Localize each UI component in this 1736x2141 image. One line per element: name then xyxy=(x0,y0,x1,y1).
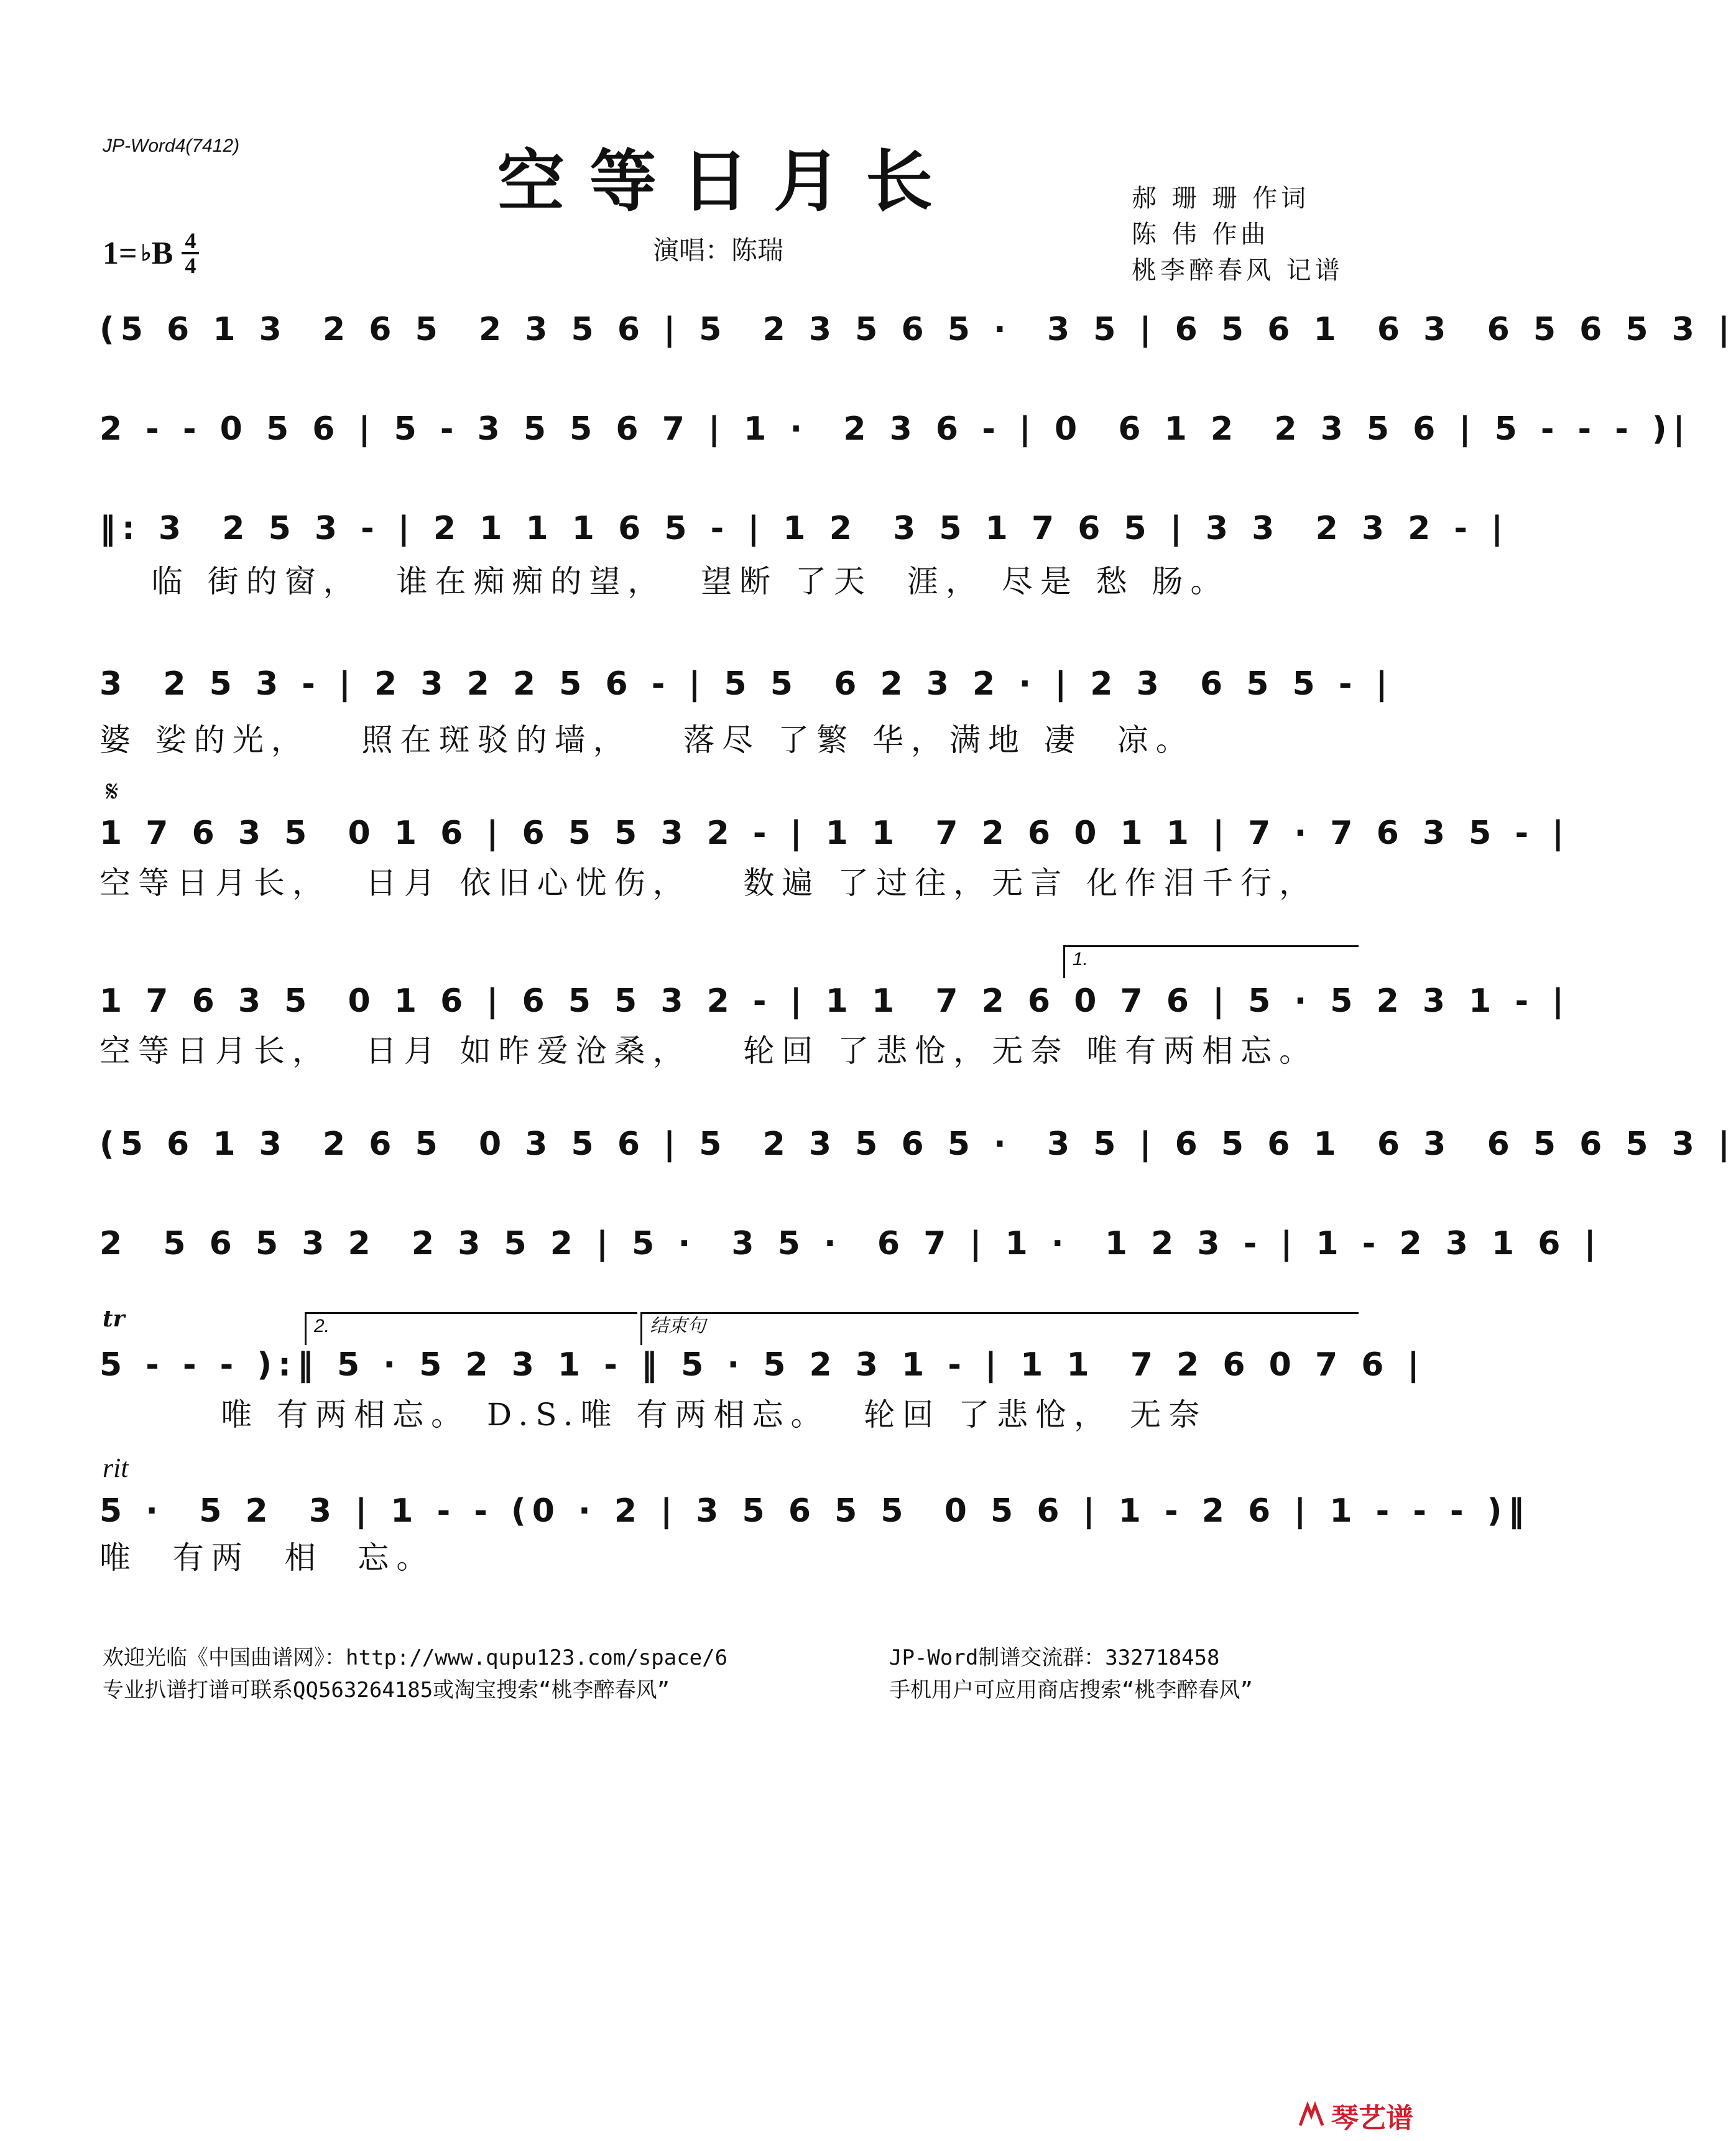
time-signature xyxy=(182,230,199,276)
software-version: JP-Word4(7412) xyxy=(103,136,240,156)
time-numerator: 4 xyxy=(185,228,196,253)
brand-watermark xyxy=(1296,2096,1413,2135)
group-info: JP-Word制谱交流群：332718458 xyxy=(889,1645,1220,1670)
site-link[interactable]: 欢迎光临《中国曲谱网》：http://www.qupu123.com/space/6 xyxy=(103,1645,728,1670)
score-row-1: (5 6 1 3 2 6 5 2 3 5 6 | 5 2 3 5 6 5 · 3 5 | 6 5 6 1 6 3 6 5 6 5 3 | xyxy=(99,311,1736,348)
singer: 演唱：陈瑞 xyxy=(653,235,784,266)
score-row-4: 3 2 5 3 - | 2 3 2 2 5 6 - | 5 5 6 2 3 2 · | 2 3 6 5 5 - | xyxy=(99,665,1394,703)
app-search-info: 手机用户可应用商店搜索“桃李醉春风” xyxy=(889,1678,1253,1703)
footer-right xyxy=(889,1642,1253,1706)
contact-info: 专业扒谱打谱可联系QQ563264185或淘宝搜索“桃李醉春风” xyxy=(103,1678,670,1703)
footer-left xyxy=(103,1642,727,1706)
second-ending: 2. xyxy=(305,1312,637,1345)
score-row-7: (5 6 1 3 2 6 5 0 3 5 6 | 5 2 3 5 6 5 · 3 5 | 6 5 6 1 6 3 6 5 6 5 3 | xyxy=(99,1126,1736,1163)
brand-name: 琴艺谱 xyxy=(1331,2102,1413,2134)
brand-logo-icon xyxy=(1296,2101,1326,2130)
time-denominator: 4 xyxy=(185,253,196,278)
key-note: B xyxy=(151,235,173,271)
score-row-2: 2 - - 0 5 6 | 5 - 3 5 5 6 7 | 1 · 2 3 6 - | 0 6 1 2 2 3 5 6 | 5 - - - )| xyxy=(99,410,1691,448)
key-prefix: 1= xyxy=(103,235,137,271)
lyric-row-2: 婆 娑的光， 照在斑驳的墙， 落尽 了繁 华，满地 凄 凉。 xyxy=(99,722,1194,758)
lyric-row-1: 临 街的窗， 谁在痴痴的望， 望断 了天 涯， 尽是 愁 肠。 xyxy=(99,563,1229,599)
score-row-6: 1 7 6 3 5 0 1 6 | 6 5 5 3 2 - | 1 1 7 2 6 0 7 6 | 5 · 5 2 3 1 - | xyxy=(99,983,1571,1020)
lyricist-credit: 郝 珊 珊 作词 xyxy=(1132,184,1310,213)
lyric-row-3: 空等日月长， 日月 依旧心忧伤， 数遍 了过往，无言 化作泪千行， xyxy=(99,865,1318,901)
lyric-row-4: 空等日月长， 日月 如昨爱沧桑， 轮回 了悲怆，无奈 唯有两相忘。 xyxy=(99,1033,1318,1069)
score-row-8: 2 5 6 5 3 2 2 3 5 2 | 5 · 3 5 · 6 7 | 1 · 1 2 3 - | 1 - 2 3 1 6 | xyxy=(99,1225,1602,1262)
score-row-10: 5 · 5 2 3 | 1 - - (0 · 2 | 3 5 6 5 5 0 5 6 | 1 - 2 6 | 1 - - - )‖ xyxy=(99,1492,1531,1530)
song-title: 空等日月长 xyxy=(497,142,958,221)
flat-icon: ♭ xyxy=(141,241,152,266)
ritardando-mark: rit xyxy=(103,1453,129,1483)
coda-ending: 结束句 xyxy=(640,1312,1359,1345)
composer-credit: 陈 伟 作曲 xyxy=(1132,220,1270,249)
score-row-5: 1 7 6 3 5 0 1 6 | 6 5 5 3 2 - | 1 1 7 2 6 0 1 1 | 7 · 7 6 3 5 - | xyxy=(99,815,1571,852)
lyric-row-5: 唯 有两相忘。 D.S.唯 有两相忘。 轮回 了悲怆， 无奈 xyxy=(99,1397,1207,1433)
first-ending: 1. xyxy=(1063,945,1359,978)
key-signature xyxy=(103,230,199,276)
credits xyxy=(1132,180,1344,289)
trill-mark: tr xyxy=(103,1306,125,1332)
score-row-3: ‖: 3 2 5 3 - | 2 1 1 1 6 5 - | 1 2 3 5 1 7 6 5 | 3 3 2 3 2 - | xyxy=(99,510,1510,547)
segno-icon: 𝄋 xyxy=(106,774,119,809)
lyric-row-6: 唯 有两 相 忘。 xyxy=(99,1540,435,1576)
transcriber-credit: 桃李醉春风 记谱 xyxy=(1132,256,1344,285)
score-row-9: 5 - - - ):‖ 5 · 5 2 3 1 - ‖ 5 · 5 2 3 1 - | 1 1 7 2 6 0 7 6 | xyxy=(99,1346,1426,1384)
